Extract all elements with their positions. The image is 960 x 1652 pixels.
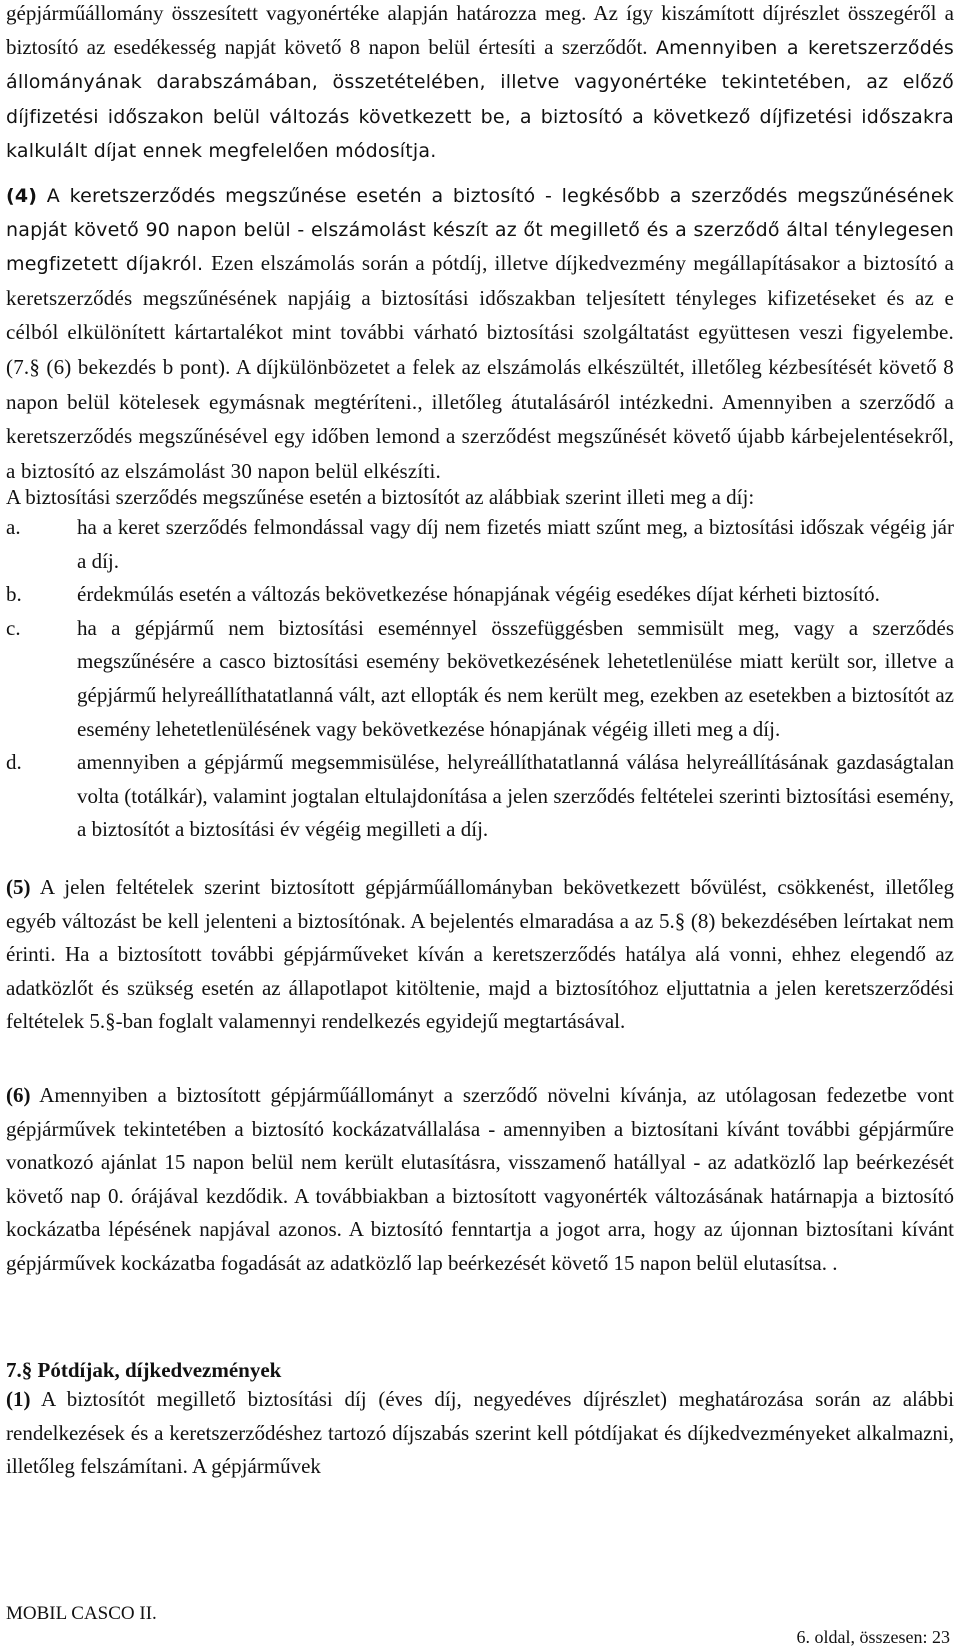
section-7-paragraph-1-text: A biztosítót megillető biztosítási díj (éves díj, negyedéves díjrészlet) meghatározása során az alábbi rendelkezések és a keretszerződéshez tartozó díjszabás szerint kell pótdíjakat és díjkedvezményeket alkalmazni, illetőleg felszámítani. A gépjárművek	[6, 1387, 955, 1479]
list-marker: c.	[6, 615, 21, 640]
overlap-line	[6, 481, 954, 515]
paragraph-4-serif-text: Ezen elszámolás során a pótdíj, illetve díjkedvezmény megállapításakor a biztosító a keretszerződés megszűnésének napjáig a biztosítási időszakban teljesített tényleges kifizetéseket és az e célból elkülönített kártartalékot mint további várható biztosítási szolgáltatást együttesen veszi figyelembe. (7.§ (6) bekezdés b pont). A díjkülönbözetet a felek az elszámolás elkészültét, illetőleg kézbesítését követő 8 napon belül kötelesek egymásnak megtéríteni., illetőleg átutalásáról intézkedni. Amennyiben a szerződő a keretszerződés megszűnésével egy időben lemond a szerződést megszűnését követő újabb kárbejelentésekről, a biztosító az elszámolást 30 napon belül elkészíti.	[6, 251, 954, 483]
paragraph-4-sans-text: A keretszerződés megszűnése esetén a biztosító - legkésőbb a szerződés megszűnésének napját követő 90 napon belül - elszámolást készít az őt megillető és a szerződő által ténylegesen megfizetett díjakról.	[6, 185, 954, 276]
list-item	[6, 612, 954, 746]
list-item-text: ha a keret szerződés felmondással vagy díj nem fizetés miatt szűnt meg, a biztosítási időszak végéig jár a díj.	[77, 515, 954, 573]
paragraph-4-number: (4)	[6, 185, 38, 207]
section-7-heading: 7.§ Pótdíjak, díjkedvezmények	[6, 1358, 282, 1382]
section-7-paragraph-1	[6, 1383, 954, 1484]
list-item	[6, 746, 954, 847]
termination-list	[6, 511, 954, 847]
paragraph-4	[6, 180, 954, 489]
paragraph-6-text: Amennyiben a biztosított gépjárműállományt a szerződő növelni kívánja, az utólagosan fedezetbe vont gépjárművek tekintetében a biztosító kockázatvállalása - amennyiben a biztosítani kívánt további gépjárműre vonatkozó ajánlat 15 napon belül nem került elutasításra, visszamenő hatállyal - az adatközlő lap beérkezését követő nap 0. órájával kezdődik. A továbbiakban a biztosított vagyonérték változásának határnapja a biztosító kockázatba lépésének napjával azonos. A biztosító fenntartja a jogot arra, hogy az újonnan biztosítani kívánt gépjárművek kockázatba fogadását az adatközlő lap beérkezését követő 15 napon belül elutasítsa. .	[6, 1083, 954, 1275]
footer-document-name: MOBIL CASCO II.	[6, 1603, 157, 1624]
section-7-paragraph-1-number: (1)	[6, 1387, 31, 1411]
paragraph-6-number: (6)	[6, 1083, 31, 1107]
list-item	[6, 511, 954, 578]
paragraph-intro	[6, 0, 954, 169]
paragraph-5	[6, 871, 954, 1039]
paragraph-6	[6, 1079, 954, 1281]
list-marker: b.	[6, 582, 22, 607]
paragraph-5-text: A jelen feltételek szerint biztosított gépjárműállományban bekövetkezett bővülést, csökkenést, illetőleg egyéb változást be kell jelenteni a biztosítónak. A bejelentés elmaradása a az 5.§ (8) bekezdésében leírtakat nem érinti. Ha a biztosított további gépjárműveket kíván a keretszerződés hatálya alá vonni, ehhez elegendő az adatközlőt és szükség esetén az állapotlapot kitöltenie, majd a biztosítóhoz eljuttatnia a jelen keretszerződési feltételek 5.§-ban foglalt valamennyi rendelkezés egyidejű megtartásával.	[6, 875, 955, 1034]
intro-text: gépjárműállomány összesített vagyonértéke alapján határozza meg. Az így kiszámított díjrészlet összegéről a biztosító az esedékesség napját követő 8 napon belül értesíti a szerződőt.	[6, 1, 954, 59]
intro-sans-text: Amennyiben a keretszerződés állományának darabszámában, összetételében, illetve vagyonértéke tekintetében, az előző díjfizetési időszakon belül változás következett be, a biztosító a következő díjfizetési időszakra kalkulált díjat ennek megfelelően módosítja.	[6, 36, 954, 163]
overlap-line-text: A biztosítási szerződés megszűnése esetén a biztosítót az alábbiak szerint illeti meg a díj:	[6, 485, 755, 509]
list-item-text: érdekmúlás esetén a változás bekövetkezése hónapjának végéig esedékes díjat kérheti biztosító.	[77, 582, 880, 607]
list-item	[6, 578, 954, 612]
list-marker: d.	[6, 750, 22, 775]
footer-page-number: 6. oldal, összesen: 23	[796, 1627, 950, 1647]
paragraph-5-number: (5)	[6, 875, 31, 899]
list-marker: a.	[6, 515, 21, 539]
list-item-text: ha a gépjármű nem biztosítási eseménnyel összefüggésben semmisült meg, vagy a szerződés megszűnésére a casco biztosítási esemény bekövetkezésének lehetetlenülése miatt került sor, illetve a gépjármű helyreállíthatatlanná vált, azt ellopták és nem került meg, ezekben az esetekben a biztosítót az esemény lehetetlenülésének vagy bekövetkezése hónapjának végéig illeti meg a díj.	[77, 615, 954, 741]
list-item-text: amennyiben a gépjármű megsemmisülése, helyreállíthatatlanná válása helyreállításának gazdaságtalan volta (totálkár), valamint jogtalan eltulajdonítása a jelen szerződés feltételei szerinti biztosítási esemény, a biztosítót a biztosítási év végéig megilleti a díj.	[77, 750, 954, 842]
